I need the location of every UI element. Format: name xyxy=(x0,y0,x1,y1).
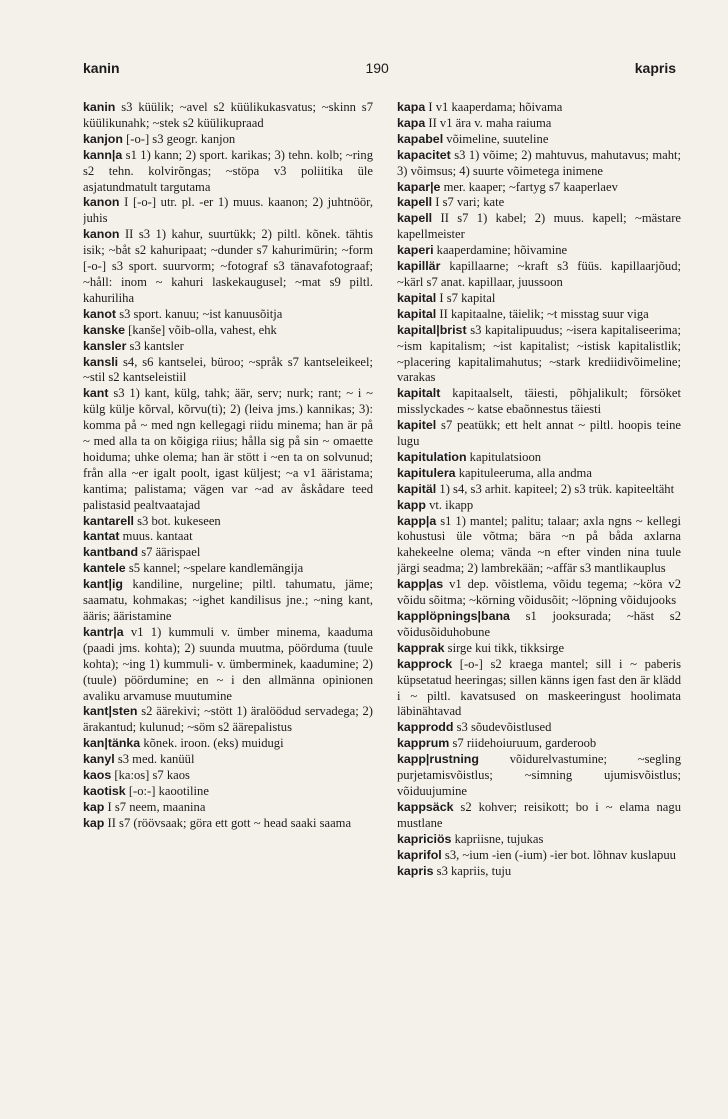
entry-definition: [-o-] s3 geogr. kanjon xyxy=(122,131,236,146)
headword: kapabel xyxy=(397,131,444,146)
entry-definition: s1 1) kann; 2) sport. karikas; 3) tehn. kolb; ~ring s2 tehn. kolvirõngas; ~stöpa v3 poliitika üle asjatundmatult targutama xyxy=(83,147,373,194)
headword: kapprum xyxy=(397,736,450,751)
dictionary-entry xyxy=(397,418,681,450)
dictionary-entry xyxy=(83,355,373,387)
headword: kappsäck xyxy=(397,799,454,814)
entry-definition: s5 kannel; ~spelare kandlemängija xyxy=(125,561,304,576)
entry-definition: s7 äärispael xyxy=(138,545,201,560)
entry-definition: võimeline, suuteline xyxy=(443,131,549,146)
headword: kapp|rustning xyxy=(397,752,479,767)
headword: kapa xyxy=(397,100,426,114)
entry-definition: s3 kapriis, tuju xyxy=(433,863,512,878)
entry-definition: I v1 kaaperdama; hõivama xyxy=(425,100,563,114)
dictionary-entry xyxy=(83,704,373,736)
dictionary-entry xyxy=(397,736,681,752)
entry-definition: mer. kaaper; ~fartyg s7 kaaperlaev xyxy=(440,179,618,194)
dictionary-entry xyxy=(83,148,373,196)
headword: kant|sten xyxy=(83,704,138,719)
headword: kapell xyxy=(397,211,433,226)
headword: kanin xyxy=(83,100,116,114)
dictionary-entry xyxy=(83,625,373,705)
headword: kanyl xyxy=(83,752,115,767)
entry-definition: II s7 1) kabel; 2) muus. kapell; ~mästare kapellmeister xyxy=(397,211,681,242)
entry-definition: muus. kantaat xyxy=(119,529,193,544)
dictionary-entry xyxy=(83,307,373,323)
headword: kant|ig xyxy=(83,577,123,592)
dictionary-entry xyxy=(397,577,681,609)
entry-definition: I s7 neem, maanina xyxy=(104,799,206,814)
dictionary-entry xyxy=(83,800,373,816)
dictionary-entry xyxy=(397,323,681,387)
entry-definition: [kanše] võib-olla, vahest, ehk xyxy=(125,322,277,337)
dictionary-entry xyxy=(397,180,681,196)
headword: kapprock xyxy=(397,656,453,671)
headword: kap xyxy=(83,799,105,814)
entry-definition: I s7 kapital xyxy=(436,290,496,305)
entry-definition: s4, s6 kantselei, büroo; ~språk s7 kantseleikeel; ~stil s2 kantseleistiil xyxy=(83,354,373,385)
dictionary-entry xyxy=(397,386,681,418)
entry-definition: s3 kantsler xyxy=(126,338,184,353)
entry-definition: II kapitaalne, täielik; ~t misstag suur viga xyxy=(436,306,649,321)
entry-definition: s3 küülik; ~avel s2 küülikukasvatus; ~skinn s7 küülikunahk; ~stek s2 küülikupraad xyxy=(83,100,373,130)
headword: kapitulera xyxy=(397,465,456,480)
headword: kapp xyxy=(397,497,426,512)
dictionary-entry xyxy=(83,561,373,577)
dictionary-entry xyxy=(397,609,681,641)
dictionary-entry xyxy=(83,227,373,307)
headword: kapitalt xyxy=(397,386,441,401)
page-number: 190 xyxy=(365,60,389,76)
headword: kapp|a xyxy=(397,513,437,528)
headword: kansler xyxy=(83,338,127,353)
right-column xyxy=(397,100,681,1089)
dictionary-entry xyxy=(397,211,681,243)
headword: kapillär xyxy=(397,259,441,274)
dictionary-entry xyxy=(83,577,373,625)
entry-definition: kapitaalselt, täiesti, põhjalikult; försöket misslyckades ~ katse ebaõnnestus täiesti xyxy=(397,386,681,417)
headword: kanske xyxy=(83,322,126,337)
headword: kapitäl xyxy=(397,481,437,496)
entry-definition: s3 kapitalipuudus; ~isera kapitaliseerima; ~ism kapitalism; ~ist kapitalist; ~istisk kapitalistlik; ~placering kapitalimahutus; ~stark krediidivõimeline; varakas xyxy=(397,322,681,385)
headword: kapitulation xyxy=(397,449,467,464)
entry-definition: I s7 vari; kate xyxy=(432,195,505,210)
dictionary-entry xyxy=(397,482,681,498)
entry-definition: kapillaarne; ~kraft s3 füüs. kapillaarjõud; ~kärl s7 anat. kapillaar, juussoon xyxy=(397,259,681,289)
headword: kapriciös xyxy=(397,831,452,846)
headword: kapprodd xyxy=(397,720,454,735)
entry-definition: võidurelvastumine; ~segling purjetamisvõistlus; ~simning ujumisvõistlus; võiduujumine xyxy=(397,752,681,798)
entry-definition: s1 jooksurada; ~häst s2 võidusõiduhobune xyxy=(397,609,681,639)
entry-definition: s1 1) mantel; palitu; talaar; axla ngns ~ kellegi kohustusi üle võtma; bära ~n på båda axlarna kahekeelne olema; vända ~n efter vinden nina tuule järgi seadma; 2) lambrekään; ~affär s3 mantlikauplus xyxy=(397,513,681,576)
headword: kapital xyxy=(397,290,437,305)
dictionary-entry xyxy=(83,514,373,530)
headword: kapacitet xyxy=(397,147,451,162)
headword: kansli xyxy=(83,354,119,369)
entry-definition: II s7 (röövsaak; göra ett gott ~ head saaki saama xyxy=(104,815,352,830)
dictionary-entry xyxy=(397,848,681,864)
entry-definition: sirge kui tikk, tikksirge xyxy=(444,640,565,655)
dictionary-entry xyxy=(83,132,373,148)
dictionary-entry xyxy=(83,752,373,768)
entry-definition: kapitulatsioon xyxy=(466,449,542,464)
headword: kantat xyxy=(83,529,120,544)
dictionary-entry xyxy=(397,657,681,721)
entry-definition: kõnek. iroon. (eks) muidugi xyxy=(140,736,284,751)
entry-definition: s7 peatükk; ett helt annat ~ piltl. hoopis teine lugu xyxy=(397,418,681,449)
entry-definition: II v1 ära v. maha raiuma xyxy=(425,115,552,130)
dictionary-entry xyxy=(397,259,681,291)
headword: kapitel xyxy=(397,418,437,433)
entry-definition: II s3 1) kahur, suurtükk; 2) piltl. kõnek. tähtis isik; ~båt s2 kahuripaat; ~dunder s7 kahurimürin; ~form [-o-] s3 sport. suurvorm; ~fotograf s3 tänavafotograaf; ~håll: inom ~ kahuri laskekaugusel; ~mat s9 piltl. kahuriliha xyxy=(83,227,373,305)
entry-definition: [-o-] s2 kraega mantel; sill i ~ paberis küpsetatud heeringas; sillen känns igen fast den är klädd i ~ piltl. kavatsused on maskeeringust hoolimata läbinähtavad xyxy=(397,656,681,719)
headword: kanot xyxy=(83,306,117,321)
dictionary-entry xyxy=(397,498,681,514)
entry-definition: s3 1) võime; 2) mahtuvus, mahutavus; maht; 3) võimsus; 4) suurte võimetega inimene xyxy=(397,147,681,178)
left-guide-word: kanin xyxy=(83,60,120,76)
headword: kantele xyxy=(83,561,126,576)
entry-definition: kaaperdamine; hõivamine xyxy=(433,243,568,258)
dictionary-entry xyxy=(397,132,681,148)
dictionary-entry xyxy=(397,450,681,466)
headword: kanjon xyxy=(83,131,123,146)
entry-definition: s3 1) kant, külg, tahk; äär, serv; nurk; rant; ~ i ~ külg külje kõrval, kõrvu(ti); 2) (leiva jms.) kannikas; 3): komma på ~ med ngn kellegagi riidu minema; han är på ~ med alla ta on kõigiga riius; hålla sig på sin ~ omaette hoiduma; uhke olema; han är stött i ~en ta on solvunud; från alla ~er igalt poolt, igast küljest; ~a v1 ääristama; kantima; palistama; vägen var ~ad av åskådare teed palistasid pealtvaatajad xyxy=(83,386,373,512)
dictionary-entry xyxy=(397,864,681,880)
headword: kantarell xyxy=(83,513,134,528)
dictionary-entry xyxy=(397,800,681,832)
entry-definition: s3, ~ium -ien (-ium) -ier bot. lõhnav kuslapuu xyxy=(441,847,676,862)
entry-definition: kandiline, nurgeline; piltl. tahumatu, jäme; saamatu, kohmakas; ~ighet kandilisus jne.; ~ning kant, ääris; ääristamine xyxy=(83,577,373,623)
entry-definition: s2 kohver; reisikott; bo i ~ elama nagu mustlane xyxy=(397,799,681,830)
dictionary-entry xyxy=(397,641,681,657)
dictionary-entry xyxy=(397,243,681,259)
dictionary-entry xyxy=(83,545,373,561)
headword: kant xyxy=(83,386,109,401)
headword: kan|tänka xyxy=(83,736,141,751)
dictionary-entry xyxy=(83,100,373,132)
dictionary-entry xyxy=(397,514,681,578)
entry-definition: s3 sõudevõistlused xyxy=(453,720,552,735)
headword: kapp|as xyxy=(397,577,444,592)
dictionary-entry xyxy=(397,148,681,180)
dictionary-entry xyxy=(397,116,681,132)
headword: kapar|e xyxy=(397,179,441,194)
dictionary-entry xyxy=(397,466,681,482)
entry-definition: kapituleeruma, alla andma xyxy=(455,465,592,480)
headword: kaperi xyxy=(397,243,434,258)
headword: kapital|brist xyxy=(397,322,467,337)
dictionary-entry xyxy=(83,323,373,339)
page-header xyxy=(83,60,676,80)
entry-definition: s3 med. kanüül xyxy=(114,752,195,767)
headword: kapris xyxy=(397,863,434,878)
headword: kapital xyxy=(397,306,437,321)
dictionary-entry xyxy=(397,195,681,211)
dictionary-entry xyxy=(83,339,373,355)
dictionary-entry xyxy=(397,752,681,800)
dictionary-entry xyxy=(83,736,373,752)
headword: kaotisk xyxy=(83,783,126,798)
dictionary-entry xyxy=(397,307,681,323)
dictionary-entry xyxy=(397,291,681,307)
entry-definition: s3 bot. kukeseen xyxy=(133,513,221,528)
entry-definition: I [-o-] utr. pl. -er 1) muus. kaanon; 2) juhtnöör, juhis xyxy=(83,195,373,226)
headword: kaos xyxy=(83,768,112,783)
entry-definition: v1 dep. võistlema, võidu tegema; ~köra v2 võidu sõitma; ~körning võidusõit; ~löpning võidujooks xyxy=(397,577,681,608)
headword: kap xyxy=(83,815,105,830)
entry-definition: kapriisne, tujukas xyxy=(451,831,544,846)
dictionary-entry xyxy=(83,784,373,800)
dictionary-entry xyxy=(83,195,373,227)
headword: kaprifol xyxy=(397,847,442,862)
headword: kapa xyxy=(397,115,426,130)
dictionary-entry xyxy=(397,100,681,116)
dictionary-entry xyxy=(83,529,373,545)
dictionary-entry xyxy=(397,720,681,736)
entry-definition: v1 1) kummuli v. ümber minema, kaaduma (paadi jms. kohta); 2) suunda muutma, pöörduma (tuule kohta); ~ing 1) kummuli- v. ümberminek, kaadumine; 2) (tuule) pöördumine; en ~ i den allmänna opinionen avaliku arvamuse muutumine xyxy=(83,624,373,703)
headword: kantr|a xyxy=(83,624,124,639)
entry-definition: [-o:-] kaootiline xyxy=(125,783,209,798)
headword: kanon xyxy=(83,195,120,210)
right-guide-word: kapris xyxy=(634,60,676,76)
dictionary-entry xyxy=(83,816,373,832)
headword: kapell xyxy=(397,195,433,210)
dictionary-entry xyxy=(83,768,373,784)
entry-definition: s3 sport. kanuu; ~ist kanuusõitja xyxy=(116,306,283,321)
dictionary-entry xyxy=(397,832,681,848)
headword: kann|a xyxy=(83,147,123,162)
entry-definition: s2 äärekivi; ~stött 1) äralöödud servadega; 2) ärakantud; kulunud; ~söm s2 äärepalistus xyxy=(83,704,373,735)
entry-definition: [ka:os] s7 kaos xyxy=(111,768,190,783)
entry-definition: vt. ikapp xyxy=(425,497,474,512)
dictionary-entry xyxy=(83,386,373,513)
headword: kanon xyxy=(83,227,120,242)
headword: kantband xyxy=(83,545,139,560)
headword: kapprak xyxy=(397,640,445,655)
headword: kapplöpnings|bana xyxy=(397,609,510,623)
entry-definition: 1) s4, s3 arhit. kapiteel; 2) s3 trük. kapiteeltäht xyxy=(436,481,675,496)
left-column xyxy=(83,100,373,1089)
entry-definition: s7 riidehoiuruum, garderoob xyxy=(449,736,597,751)
